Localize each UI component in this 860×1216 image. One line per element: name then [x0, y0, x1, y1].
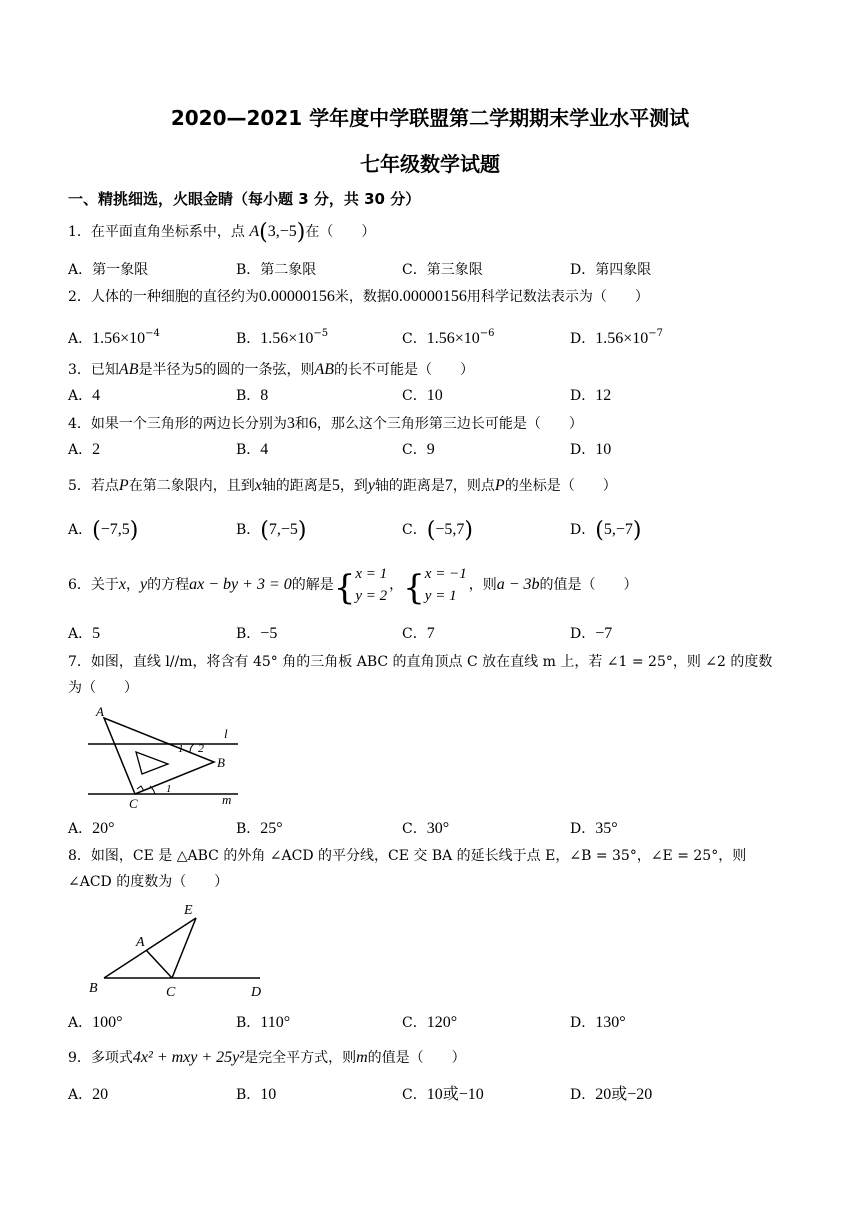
q5-option-d[interactable]: D．(5,−7): [570, 518, 642, 543]
question-1: 1．在平面直角坐标系中，点 A(3,−5)在（ ）: [68, 220, 376, 245]
q4-option-c[interactable]: C．9: [402, 441, 435, 458]
question-3: 3．已知AB是半径为5的圆的一条弦，则AB的长不可能是（ ）: [68, 361, 475, 378]
label-e: E: [184, 903, 193, 918]
q3-option-a[interactable]: A．4: [68, 387, 101, 404]
angle-2-arc: [190, 744, 194, 752]
q9-option-d[interactable]: D．20或−20: [570, 1086, 653, 1103]
q1-option-b[interactable]: B．第二象限: [236, 262, 317, 278]
q1-option-c[interactable]: C．第三象限: [402, 262, 483, 278]
q2-option-c[interactable]: C．$1.56\times 10^{-6}$: [402, 328, 495, 347]
q3-option-d[interactable]: D．12: [570, 387, 612, 404]
question-7-line-1: 7．如图，直线 l//m，将含有 45° 角的三角板 ABC 的直角顶点 C 放在直线 m 上，若 ∠1 = 25°，则 ∠2 的度数: [68, 654, 773, 670]
q6-solution-1: x = 1 y = 2: [355, 566, 388, 604]
q7-option-a[interactable]: A．20°: [68, 820, 115, 837]
angle-label-2: 2: [198, 741, 204, 755]
q9-option-c[interactable]: C．10或−10: [402, 1086, 484, 1103]
q8-option-d[interactable]: D．130°: [570, 1014, 626, 1031]
q1-text-b: 在（ ）: [305, 224, 376, 240]
q1-number: 1．: [68, 224, 91, 240]
q3-option-b[interactable]: B．8: [236, 387, 269, 404]
angle-label-1: 1: [166, 783, 172, 795]
label-c: C: [129, 796, 138, 811]
q2-option-b[interactable]: B．$1.56\times 10^{-5}$: [236, 328, 329, 347]
angle-label-1-top: 1: [178, 743, 184, 755]
q2-option-a[interactable]: A．$1.56\times 10^{-4}$: [68, 328, 160, 347]
q5-option-c[interactable]: C．(−5,7): [402, 518, 473, 543]
q6-option-d[interactable]: D．−7: [570, 625, 613, 642]
question-8-line-2: ∠ACD 的度数为（ ）: [68, 874, 229, 890]
inner-triangle: [136, 752, 168, 774]
q2-option-d[interactable]: D．$1.56\times 10^{-7}$: [570, 328, 664, 347]
section-heading: 一、精挑细选，火眼金睛（每小题 3 分，共 30 分）: [68, 190, 421, 208]
q1-option-a[interactable]: A．第一象限: [68, 262, 149, 278]
q6-option-a[interactable]: A．5: [68, 625, 101, 642]
q5-option-b[interactable]: B．(7,−5): [236, 518, 307, 543]
q4-option-a[interactable]: A．2: [68, 441, 101, 458]
q6-equation: ax − by + 3 = 0: [189, 576, 292, 593]
q7-option-d[interactable]: D．35°: [570, 820, 618, 837]
q7-option-b[interactable]: B．25°: [236, 820, 283, 837]
q1-option-d[interactable]: D．第四象限: [570, 262, 652, 278]
exam-title: 2020—2021 学年度中学联盟第二学期期末学业水平测试: [170, 106, 690, 130]
line-ac: [146, 950, 172, 978]
label-a: A: [136, 935, 145, 950]
question-7-line-2: 为（ ）: [68, 680, 138, 696]
question-5: 5．若点P在第二象限内，且到x轴的距离是5，到y轴的距离是7，则点P的坐标是（ ）: [68, 477, 617, 494]
q1-coords: 3,−5: [267, 223, 297, 240]
question-9: 9．多项式4x² + mxy + 25y²是完全平方式，则m的值是（ ）: [68, 1049, 466, 1066]
q9-option-a[interactable]: A．20: [68, 1086, 109, 1103]
q2-number-2: 0.00000156: [390, 288, 467, 305]
line-ce: [172, 918, 196, 978]
label-c: C: [166, 985, 176, 1000]
q8-figure: [86, 900, 272, 1000]
q8-option-a[interactable]: A．100°: [68, 1014, 123, 1031]
label-b: B: [217, 755, 225, 770]
q1-text-a: 在平面直角坐标系中，点: [90, 224, 245, 240]
triangle-abc: [104, 718, 214, 794]
q1-point: A: [249, 223, 260, 240]
label-d: D: [251, 985, 262, 1000]
label-m: m: [222, 792, 232, 807]
q7-figure: [80, 700, 250, 812]
q5-option-a[interactable]: A．(−7,5): [68, 518, 139, 543]
line-be: [104, 918, 196, 978]
question-8-line-1: 8．如图，CE 是 △ABC 的外角 ∠ACD 的平分线，CE 交 BA 的延长线于点 E，∠B = 35°，∠E = 25°，则: [68, 848, 747, 864]
q4-option-d[interactable]: D．10: [570, 441, 612, 458]
question-6: 6．关于x，y的方程ax − by + 3 = 0的解是{ x = 1 y = 2 ，{ x = −1 y = 1 ，则a − 3b的值是（ ）: [68, 562, 638, 608]
label-b: B: [89, 981, 98, 996]
q6-option-c[interactable]: C．7: [402, 625, 435, 642]
q2-number-1: 0.00000156: [258, 288, 335, 305]
q3-option-c[interactable]: C．10: [402, 387, 443, 404]
q7-option-c[interactable]: C．30°: [402, 820, 450, 837]
exam-subtitle: 七年级数学试题: [360, 152, 500, 176]
q6-option-b[interactable]: B．−5: [236, 625, 278, 642]
q8-option-b[interactable]: B．110°: [236, 1014, 291, 1031]
question-2: 2．人体的一种细胞的直径约为0.00000156米，数据0.00000156用科学记数法表示为（ ）: [68, 288, 649, 305]
q8-option-c[interactable]: C．120°: [402, 1014, 458, 1031]
label-a: A: [96, 704, 104, 719]
q6-solution-2: x = −1 y = 1: [424, 566, 467, 604]
q9-expression: 4x² + mxy + 25y²: [132, 1049, 245, 1066]
q4-option-b[interactable]: B．4: [236, 441, 269, 458]
q9-option-b[interactable]: B．10: [236, 1086, 277, 1103]
question-4: 4．如果一个三角形的两边长分别为3和6，那么这个三角形第三边长可能是（ ）: [68, 415, 583, 432]
label-l: l: [224, 726, 228, 741]
